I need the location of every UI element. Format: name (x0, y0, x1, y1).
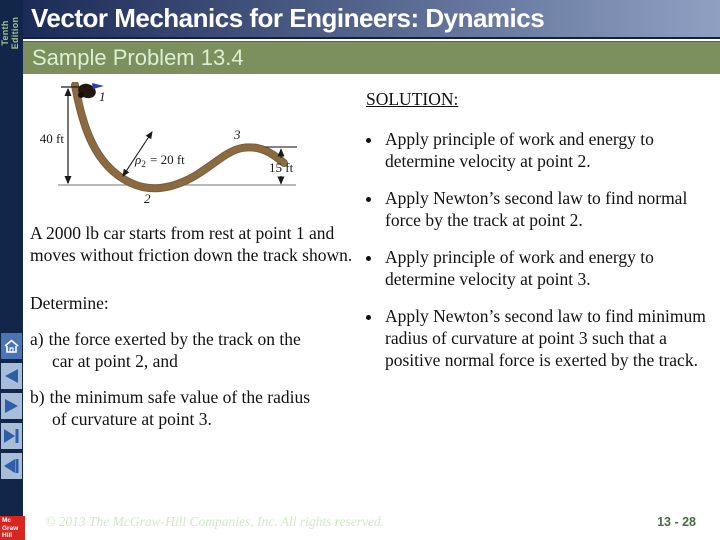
last-slide-icon (3, 427, 20, 445)
track-curve (75, 85, 284, 188)
page-number: 13 - 28 (657, 515, 696, 529)
label-point-3: 3 (234, 127, 241, 142)
problem-statement (30, 222, 362, 430)
solution-bullet: • Apply Newton’s second law to find minimum radius of curvature at point 3 such that a positive normal force is exerted by the track. (383, 305, 711, 371)
first-slide-icon (3, 457, 20, 475)
label-rho: ρ (135, 152, 142, 167)
previous-slide-button[interactable] (1, 363, 22, 389)
solution-bullet-list (383, 128, 711, 371)
label-point-1: 1 (99, 89, 106, 104)
next-slide-icon (3, 397, 20, 415)
label-rho-value: = 20 ft (150, 152, 185, 167)
mcgraw-hill-logo[interactable] (0, 516, 25, 540)
label-rho-sub: 2 (141, 160, 146, 170)
copyright-notice: © 2013 The McGraw-Hill Companies, Inc. All rights reserved. (45, 514, 385, 529)
logo-line: Mc (2, 517, 12, 524)
item-marker: b) (30, 387, 45, 407)
radius-of-curvature-annotation (123, 132, 185, 176)
solution-bullet: • Apply principle of work and energy to determine velocity at point 3. (383, 246, 711, 290)
solution-heading: SOLUTION: (366, 89, 459, 109)
book-title: Vector Mechanics for Engineers: Dynamics (31, 3, 545, 33)
solution-outline (366, 88, 711, 386)
slide-title-band (23, 41, 720, 74)
item-text: the force exerted by the track on the car at point 2, and (48, 329, 301, 371)
solution-bullet: • Apply principle of work and energy to determine velocity at point 2. (383, 128, 711, 172)
label-15ft: 15 ft (269, 160, 294, 175)
label-point-2: 2 (144, 191, 151, 206)
problem-figure (28, 82, 360, 210)
sidebar (0, 0, 23, 540)
determine-label: Determine: (30, 293, 109, 313)
next-slide-button[interactable] (1, 393, 22, 419)
edition-line1: Tenth (0, 20, 10, 46)
edition-line2: Edition (10, 16, 20, 50)
previous-slide-icon (3, 367, 20, 385)
edition-label (0, 2, 22, 64)
svg-text:ρ2= 20 ft (134, 152, 185, 170)
slide-title: Sample Problem 13.4 (32, 45, 244, 70)
problem-item-a (30, 328, 320, 372)
item-text: the minimum safe value of the radius of curvature at point 3. (49, 387, 311, 429)
first-slide-button[interactable] (1, 453, 22, 479)
solution-bullet: • Apply Newton’s second law to find normal force by the track at point 2. (383, 187, 711, 231)
item-marker: a) (30, 329, 44, 349)
label-40ft: 40 ft (39, 131, 64, 146)
logo-line: Hill (2, 532, 13, 539)
home-button[interactable] (1, 333, 22, 359)
problem-intro: A 2000 lb car starts from rest at point 1 and moves without friction down the track shown. (30, 223, 353, 265)
problem-item-b (30, 386, 320, 430)
logo-line: Graw (2, 524, 19, 532)
last-slide-button[interactable] (1, 423, 22, 449)
header-band (23, 0, 720, 39)
home-icon (3, 338, 20, 355)
